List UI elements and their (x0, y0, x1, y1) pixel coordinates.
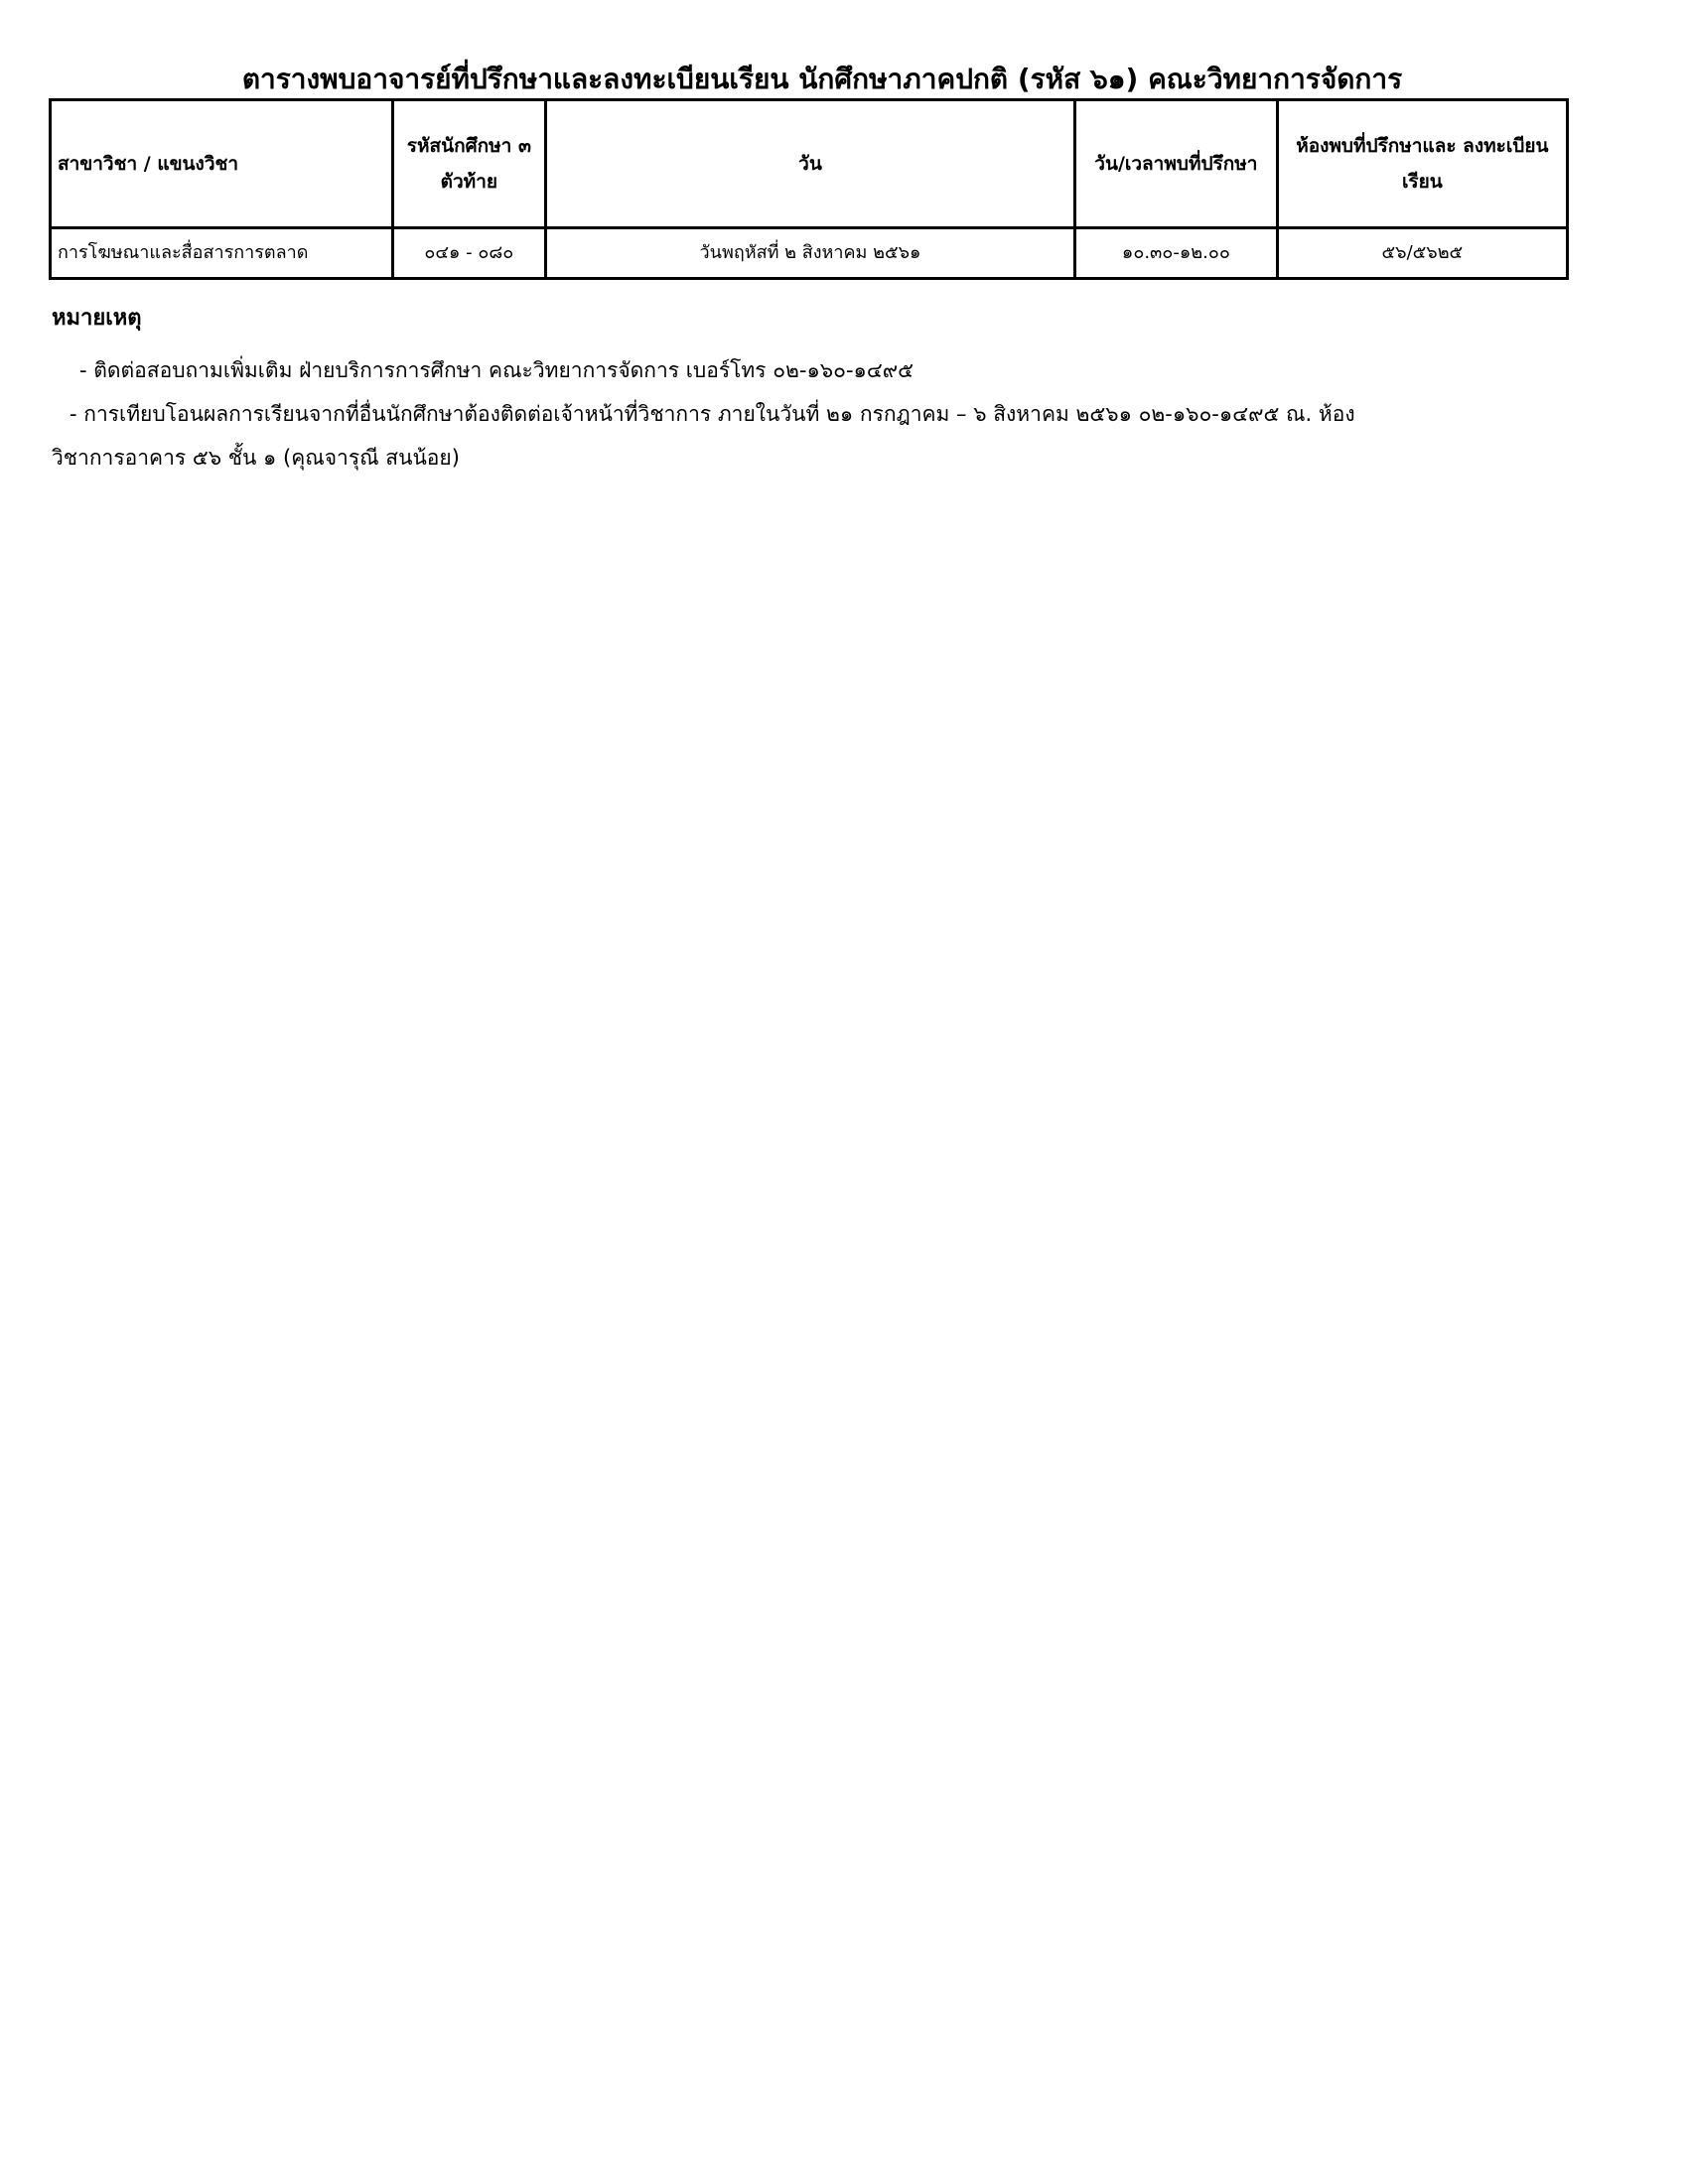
cell-day: วันพฤหัสที่ ๒ สิงหาคม ๒๕๖๑ (546, 228, 1075, 279)
header-major: สาขาวิชา / แขนงวิชา (51, 100, 393, 228)
table-header-row (51, 100, 1568, 228)
header-room: ห้องพบที่ปรึกษาและ ลงทะเบียนเรียน (1277, 100, 1567, 228)
note-transfer-location-line: วิชาการอาคาร ๕๖ ชั้น ๑ (คุณจารุณี สนน้อย) (52, 446, 460, 470)
cell-major: การโฆษณาและสื่อสารการตลาด (51, 228, 393, 279)
header-time: วัน/เวลาพบที่ปรึกษา (1075, 100, 1278, 228)
document-title: ตารางพบอาจารย์ที่ปรึกษาและลงทะเบียนเรียน นักศึกษาภาคปกติ (รหัส ๖๑) คณะวิทยาการจัดการ (241, 63, 1403, 95)
header-day: วัน (546, 100, 1075, 228)
cell-room: ๕๖/๕๖๒๕ (1277, 228, 1567, 279)
table-row (51, 228, 1568, 279)
header-student-code: รหัสนักศึกษา ๓ ตัวท้าย (392, 100, 545, 228)
notes-heading: หมายเหตุ (52, 306, 142, 331)
advisor-schedule-table (49, 98, 1569, 280)
note-contact-line: - ติดต่อสอบถามเพิ่มเติม ฝ่ายบริการการศึกษา คณะวิทยาการจัดการ เบอร์โทร ๐๒-๑๖๐-๑๔๙๕ (79, 358, 914, 382)
note-transfer-line: - การเทียบโอนผลการเรียนจากที่อื่นนักศึกษาต้องติดต่อเจ้าหน้าที่วิชาการ ภายในวันที่ ๒๑ กรกฎาคม – ๖ สิงหาคม ๒๕๖๑ ๐๒-๑๖๐-๑๔๙๕ ณ. ห้อง (70, 402, 1355, 426)
cell-time: ๑๐.๓๐-๑๒.๐๐ (1075, 228, 1278, 279)
cell-student-code: ๐๔๑ - ๐๘๐ (392, 228, 545, 279)
